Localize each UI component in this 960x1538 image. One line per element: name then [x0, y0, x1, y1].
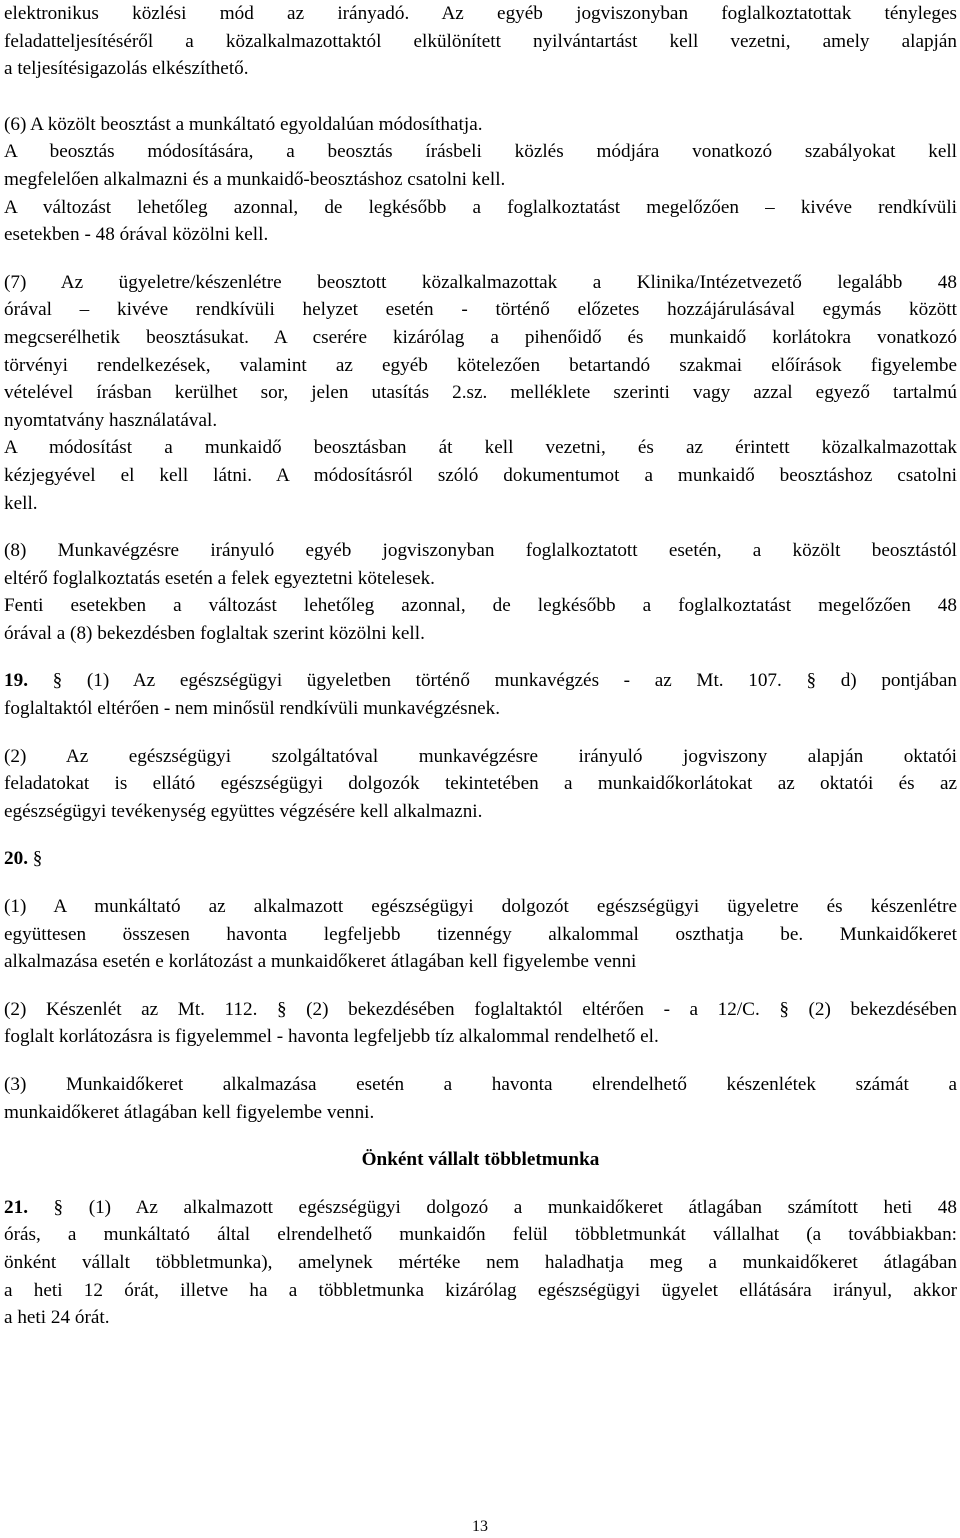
text-line: 21. § (1) Az alkalmazott egészségügyi dolgozó a munkaidőkeret átlagában számított heti 48	[4, 1196, 957, 1218]
text-line: A változást lehetőleg azonnal, de legkésőbb a foglalkoztatást megelőzően – kivéve rendkívüli	[4, 196, 957, 218]
text-line: munkaidőkeret átlagában kell figyelembe venni.	[4, 1101, 375, 1123]
text-line: órás, a munkáltató által elrendelhető munkaidőn felül többletmunkát vállalhat (a továbbiakban:	[4, 1224, 957, 1246]
text-line: (1) A munkáltató az alkalmazott egészségügyi dolgozót egészségügyi ügyeletre és készenlétre	[4, 896, 957, 918]
paragraph-5-continuation	[4, 0, 957, 83]
paragraph-7	[4, 269, 957, 517]
text-line: (8) Munkavégzésre irányuló egyéb jogviszonyban foglalkoztatott esetén, a közölt beosztástól	[4, 540, 957, 562]
text-line: törvényi rendelkezések, valamint az egyéb kötelezően betartandó szakmai előírások figyelembe	[4, 354, 957, 376]
text-line: kell.	[4, 492, 38, 514]
text-line: megcserélhetik beosztásukat. A cserére kizárólag a pihenőidő és munkaidő korlátokra vonatkozó	[4, 326, 957, 348]
text-line: (6) A közölt beosztást a munkáltató egyoldalúan módosíthatja.	[4, 113, 483, 135]
section-heading: Önként vállalt többletmunka	[361, 1149, 600, 1171]
text-line: egészségügyi tevékenység együttes végzésére kell alkalmazni.	[4, 800, 483, 822]
text-line: megfelelően alkalmazni és a munkaidő-beosztáshoz csatolni kell.	[4, 168, 506, 190]
text-line: vételével írásban kerülhet sor, jelen utasítás 2.sz. melléklete szerinti vagy azzal egyező tartalmú	[4, 382, 957, 404]
text-line: kézjegyével el kell látni. A módosításról szóló dokumentumot a munkaidő beosztáshoz csatolni	[4, 464, 957, 486]
text-line: feladatokat is ellátó egészségügyi dolgozók tekintetében a munkaidőkorlátokat az oktatói és az	[4, 773, 957, 795]
section-19	[4, 667, 957, 722]
text-line: 20. §	[4, 848, 43, 870]
text-line: (7) Az ügyeletre/készenlétre beosztott közalkalmazottak a Klinika/Intézetvezető legalább 48	[4, 271, 957, 293]
text-line: esetekben - 48 órával közölni kell.	[4, 224, 269, 246]
text-line: 19. § (1) Az egészségügyi ügyeletben történő munkavégzés - az Mt. 107. § d) pontjában	[4, 670, 957, 692]
text-line: (2) Készenlét az Mt. 112. § (2) bekezdésében foglaltaktól eltérően - a 12/C. § (2) bekezdésében	[4, 998, 957, 1020]
text-line: feladatteljesítéséről a közalkalmazottaktól elkülönített nyilvántartást kell vezetni, amely alapján	[4, 30, 957, 52]
text-line: nyomtatvány használatával.	[4, 409, 218, 431]
text-line: foglalt korlátozásra is figyelemmel - havonta legfeljebb tíz alkalommal rendelhető el.	[4, 1026, 659, 1048]
text-line: a heti 24 órát.	[4, 1307, 110, 1329]
text-line: foglaltaktól eltérően - nem minősül rendkívüli munkavégzésnek.	[4, 698, 501, 720]
document-page	[4, 0, 957, 1332]
section-number: 19.	[4, 670, 28, 692]
text-line: Fenti esetekben a változást lehetőleg azonnal, de legkésőbb a foglalkoztatást megelőzően 48	[4, 595, 957, 617]
section-20	[4, 845, 957, 873]
text-line: eltérő foglalkoztatás esetén a felek egyeztetni kötelesek.	[4, 567, 435, 589]
section-20-paragraph-3	[4, 1071, 957, 1126]
page-number: 13	[472, 1518, 488, 1535]
text-line: (3) Munkaidőkeret alkalmazása esetén a havonta elrendelhető készenlétek számát a	[4, 1074, 957, 1095]
section-20-paragraph-2	[4, 996, 957, 1051]
text-line: órával a (8) bekezdésben foglaltak szerint közölni kell.	[4, 622, 425, 644]
paragraph-8	[4, 537, 957, 647]
text-line: a teljesítésigazolás elkészíthető.	[4, 58, 249, 80]
text-line: A módosítást a munkaidő beosztásban át kell vezetni, és az érintett közalkalmazottak	[4, 437, 957, 459]
text-line: elektronikus közlési mód az irányadó. Az egyéb jogviszonyban foglalkoztatottak tényleges	[4, 3, 957, 24]
text-line: alkalmazása esetén e korlátozást a munkaidőkeret átlagában kell figyelembe venni	[4, 951, 637, 973]
section-19-paragraph-2	[4, 743, 957, 826]
section-20-paragraph-1	[4, 893, 957, 976]
text-line: együttesen összesen havonta legfeljebb tizennégy alkalommal oszthatja be. Munkaidőkeret	[4, 923, 957, 945]
text-line: önként vállalt többletmunka), amelynek mértéke nem haladhatja meg a munkaidőkeret átlagában	[4, 1251, 957, 1273]
text-line: (2) Az egészségügyi szolgáltatóval munkavégzésre irányuló jogviszony alapján oktatói	[4, 745, 957, 767]
paragraph-6	[4, 111, 957, 249]
section-number: 21.	[4, 1196, 28, 1218]
section-21	[4, 1194, 957, 1332]
section-number: 20.	[4, 848, 28, 870]
text-line: A beosztás módosítására, a beosztás írásbeli közlés módjára vonatkozó szabályokat kell	[4, 141, 957, 163]
text-line: a heti 12 órát, illetve ha a többletmunka kizárólag egészségügyi ügyelet ellátására irányul, akkor	[4, 1279, 957, 1301]
text-line: órával – kivéve rendkívüli helyzet esetén - történő előzetes hozzájárulásával egymás között	[4, 299, 957, 321]
